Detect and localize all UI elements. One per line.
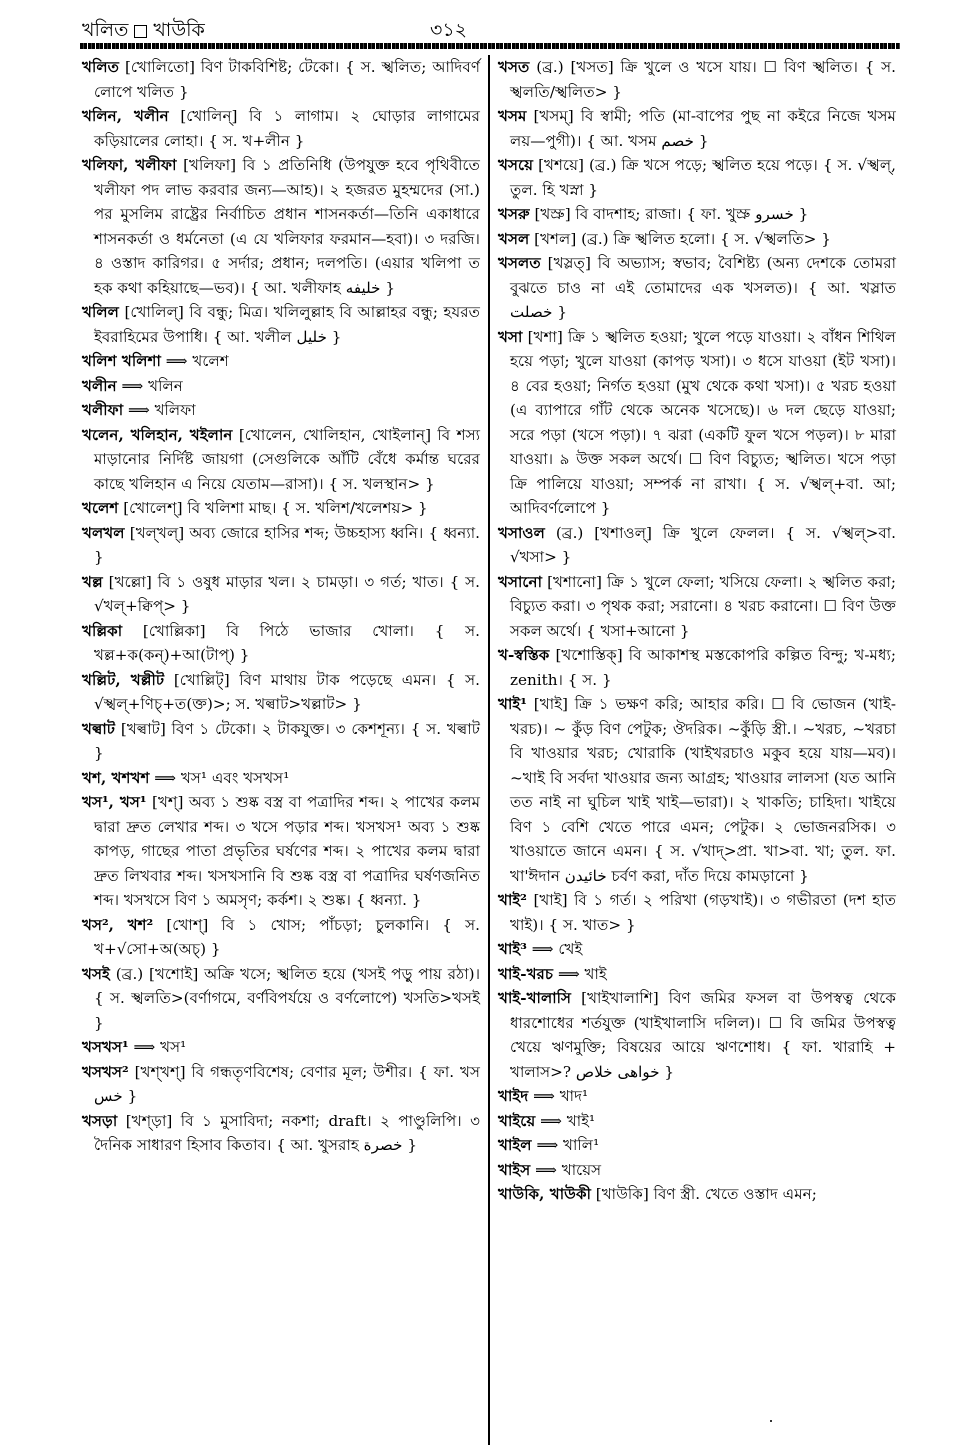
entry-headword: খলিত [82, 58, 120, 76]
guide-word-first: খলিত [82, 19, 129, 41]
entry-definition: ⟹ খলেশ [165, 352, 229, 370]
dictionary-entry [498, 202, 896, 227]
entry-definition: [খোশ্] বি ১ খোস; পাঁচড়া; চুলকানি। { স. খ+√সো+অ(অচ্) } [94, 915, 480, 958]
entry-headword: খাই² [498, 891, 527, 909]
entry-definition: ⟹ খায়েস [535, 1160, 602, 1179]
entry-headword: খল্ল [82, 572, 103, 591]
entry-headword: খাইয়ে [498, 1111, 536, 1130]
dictionary-entry [498, 570, 896, 644]
dictionary-entry [82, 619, 480, 668]
entry-definition: [খাইখালাশি] বিণ জমির ফসল বা উপস্বত্ব থেকে ধারশোধের শর্তযুক্ত (খাইখালাসি দলিল)। ☐ বি জমির উপস্বত্ব খেয়ে ঋণমুক্তি; বিষয়ের আয়ে ঋণশোধ। { ফা. খারাহি + খালাস>? خواهی خلاص } [510, 989, 897, 1081]
dictionary-entry [498, 1182, 896, 1207]
guide-separator-box-icon [134, 25, 147, 38]
dictionary-page [80, 0, 900, 1450]
entry-headword: খাইল [498, 1136, 532, 1154]
entry-headword: খল্লিট, খল্লীট [82, 670, 165, 689]
entry-definition: [খল্খল্] অব্য জোরে হাসির শব্দ; উচ্চহাস্য ধ্বনি। { ধ্বন্যা. } [94, 523, 481, 566]
dictionary-entry [498, 888, 896, 937]
left-column [82, 55, 480, 1158]
dictionary-entry [498, 643, 896, 692]
entry-definition: [খাউকি] বিণ স্ত্রী. খেতে ওস্তাদ এমন; [595, 1185, 817, 1203]
entry-definition: [খোলিতো] বিণ টাকবিশিষ্ট; টেকো। { স. স্খলিত; আদিবর্ণ লোপে খলিত } [94, 58, 480, 101]
entry-definition: [খোলিন্] বি ১ লাগাম। ২ ঘোড়ার লাগামের কড়িয়ালের লোহা। { স. খ+লীন } [94, 107, 480, 150]
entry-headword: খলিশ খলিশা [82, 352, 161, 370]
dictionary-entry [498, 986, 896, 1084]
entry-headword: খ-স্বস্তিক [498, 646, 550, 664]
dictionary-entry [82, 349, 480, 374]
dictionary-entry [498, 1158, 896, 1183]
scan-speck [770, 1420, 772, 1422]
entry-headword: খাই-খরচ [498, 964, 554, 983]
entry-headword: খসরু [498, 205, 530, 223]
entry-headword: খাই¹ [498, 695, 527, 713]
dictionary-entry [82, 766, 480, 791]
dictionary-entry [498, 1109, 896, 1134]
entry-definition: ⟹ খাই [557, 964, 607, 983]
dictionary-entry [498, 227, 896, 252]
entry-definition: ⟹ খালি¹ [536, 1136, 600, 1154]
dictionary-entry [82, 104, 480, 153]
dictionary-entry [498, 692, 896, 888]
entry-definition: [খাই] ক্রি ১ ভক্ষণ করি; আহার করি। ☐ বি ভোজন (খাই-খরচ)। ~ কুঁড় বিণ পেটুক; ঔদরিক। ~কুঁড়ি স্ত্রী.। ~খরচ, ~খরচা বি খাওয়ার খরচ; খোরাকি (খাইখরচাও মকুব হয়ে যায়—মব)। ~খাই বি সর্বদা খাওয়ার জন্য আগ্রহ; খাওয়ার লালসা (যত আনি তত নাই না ঘুচিল খাই খাই—ভারা)। ২ খাকতি; চাহিদা। খাইয়ে বিণ ১ বেশি খেতে পারে এমন; পেটুক। ২ ভোজনরসিক। ৩ খাওয়াতে জানে এমন। { স. √খাদ্>প্রা. খা>বা. খা; তুল. ফা. খা'ঈদান خائيدن চর্বণ করা, দাঁত দিয়ে কামড়ানো } [510, 695, 897, 885]
entry-headword: খাই³ [498, 940, 527, 958]
page-number: ৩১২ [430, 19, 468, 41]
entry-headword: খাইস [498, 1160, 531, 1179]
entry-headword: খাইদ [498, 1087, 529, 1105]
entry-headword: খলেশ [82, 499, 119, 517]
entry-headword: খাউকি, খাউকী [498, 1185, 591, 1203]
entry-definition: [খশ্খশ্] বি গন্ধতৃণবিশেষ; বেণার মূল; উশীর। { ফা. খস خس } [94, 1062, 480, 1105]
dictionary-entry [82, 962, 480, 1036]
entry-definition: ⟹ খস¹ [133, 1038, 187, 1056]
dictionary-entry [498, 521, 896, 570]
dictionary-entry [82, 1060, 480, 1109]
entry-headword: খসাওল [498, 523, 545, 542]
entry-definition: ⟹ খস¹ এবং খসখস¹ [154, 768, 290, 787]
dictionary-entry [498, 153, 896, 202]
dictionary-entry [498, 55, 896, 104]
guide-word-last: খাউকি [153, 19, 205, 41]
entry-headword: খলিন, খলীন [82, 107, 169, 125]
header-rule [80, 43, 900, 49]
entry-headword: খাই-খালাসি [498, 989, 572, 1007]
entry-definition: [খশ্ড়া] বি ১ মুসাবিদা; নকশা; draft। ২ পাণ্ডুলিপি। ৩ দৈনিক সাধারণ হিসাব কিতাব। { আ. খুসরাহ خصرة } [94, 1111, 480, 1154]
dictionary-entry [82, 398, 480, 423]
entry-definition: [খোল্লিট্] বিণ মাথায় টাক পড়েছে এমন। { স. √স্খল্+ণিচ্+ত(ক্ত)>; স. খল্বাট>খল্লাট> } [94, 670, 480, 713]
entry-definition: [খশানো] ক্রি ১ খুলে ফেলা; খসিয়ে ফেলা। ২ স্খলিত করা; বিচ্যুত করা। ৩ পৃথক করা; সরানো। ৪ খরচ করানো। ☐ বিণ উক্ত সকল অর্থে। { খসা+আনো } [510, 572, 897, 640]
entry-headword: খসই [82, 964, 110, 983]
dictionary-entry [82, 300, 480, 349]
running-head [80, 12, 900, 42]
dictionary-entry [82, 153, 480, 300]
entry-headword: খলিফা, খলীফা [82, 156, 177, 174]
entry-definition: [খসম্] বি স্বামী; পতি (মা-বাপের পুছ না কইরে নিজে খসম লয়—পুগী)। { আ. খসম خصم } [510, 107, 896, 150]
entry-headword: খসখস¹ [82, 1038, 129, 1056]
entry-headword: খসয়ে [498, 156, 534, 174]
entry-definition: [খশয়ে] (ব্র.) ক্রি খসে পড়ে; স্খলিত হয়ে পড়ে। { স. √স্খল্, তুল. হি খস্না } [510, 156, 896, 199]
entry-definition: [খলিফা] বি ১ প্রতিনিধি (উপযুক্ত হবে পৃথিবীতে খলীফা পদ লাভ করবার জন্য—আহ)। ২ হজরত মুহম্মদের (সা.) পর মুসলিম রাষ্ট্রের নির্বাচিত প্রধান শাসনকর্তা—তিনি একাধারে শাসনকর্তা ও ধর্মনেতা (এ যে খলিফার ফরমান—হবা)। ৩ দরজি। ৪ ওস্তাদ কারিগর। ৫ সর্দার; প্রধান; দলপতি। (এয়ার খলিপা ত হক কথা কহিয়াছে—ভব)। { আ. খলীফাহ خليفه } [94, 156, 481, 297]
column-divider [488, 55, 490, 1445]
entry-definition: [খশোস্তিক্] বি আকাশস্থ মস্তকোপরি কল্পিত বিন্দু; খ-মধ্য; zenith। { স. } [510, 646, 896, 689]
dictionary-entry [82, 913, 480, 962]
entry-definition: [খস্লত্] বি অভ্যাস; স্বভাব; বৈশিষ্ট্য (অন্য দেশকে তোমরা বুঝতে চাও না এই তোমাদের এক খসলত)। { আ. খস্লাত خصلت } [510, 254, 897, 321]
entry-definition: [খোলিল্] বি বন্ধু; মিত্র। খলিলুল্লাহ বি আল্লাহর বন্ধু; হযরত ইবরাহিমের উপাধি। { আ. খলীল خليل } [94, 303, 480, 346]
dictionary-entry [82, 1109, 480, 1158]
dictionary-entry [82, 570, 480, 619]
dictionary-entry [82, 55, 480, 104]
entry-headword: খস¹, খস¹ [82, 793, 147, 811]
entry-definition: [খশ্] অব্য ১ শুষ্ক বস্ত্র বা পত্রাদির শব্দ। ২ পাখের কলম দ্বারা দ্রুত লেখার শব্দ। ৩ খসে পড়ার শব্দ। খসখস¹ অব্য ১ শুষ্ক কাপড়, গাছের পাতা প্রভৃতির ঘর্ষণের শব্দ। ২ পাখের কলম দ্বারা দ্রুত লিখবার শব্দ। খসখসানি বি শুষ্ক বস্ত্র বা পত্রাদির ঘর্ষণজনিত শব্দ। খসখসে বিণ ১ অমসৃণ; কর্কশ। ২ শুষ্ক। { ধ্বন্যা. } [94, 793, 481, 909]
dictionary-entry [82, 717, 480, 766]
entry-headword: খসখস² [82, 1062, 129, 1081]
right-column [498, 55, 896, 1207]
dictionary-entry [498, 962, 896, 987]
entry-definition: [খল্লো] বি ১ ওষুধ মাড়ার খল। ২ চামড়া। ৩ গর্ত; খাত। { স. √খল্+ক্বিপ্> } [94, 572, 480, 615]
entry-headword: খসড়া [82, 1111, 118, 1130]
dictionary-entry [498, 1084, 896, 1109]
entry-headword: খসত [498, 58, 530, 76]
entry-headword: খসম [498, 107, 527, 125]
dictionary-entry [498, 1133, 896, 1158]
dictionary-entry [82, 496, 480, 521]
entry-headword: খলীফা [82, 401, 124, 419]
dictionary-entry [498, 937, 896, 962]
entry-headword: খলীন [82, 376, 117, 395]
entry-headword: খলিল [82, 303, 119, 321]
dictionary-entry [498, 325, 896, 521]
entry-definition: ⟹ খলিন [121, 376, 183, 395]
entry-definition: (ব্র.) [খশাওল্] ক্রি খুলে ফেলল। { স. √স্খল্>বা. √খসা> } [510, 523, 897, 566]
dictionary-entry [498, 104, 896, 153]
entry-definition: [খল্বাট] বিণ ১ টেকো। ২ টাকযুক্ত। ৩ কেশশূন্য। { স. খল্বাট } [94, 719, 481, 762]
entry-definition: [খস্রু] বি বাদশাহ; রাজা। { ফা. খুস্রু خسرو } [534, 205, 809, 223]
entry-definition: [খশা] ক্রি ১ স্খলিত হওয়া; খুলে পড়ে যাওয়া। ২ বাঁধন শিথিল হয়ে পড়া; খুলে যাওয়া (কাপড় খসা)। ৩ ধসে যাওয়া (ইট খসা)। ৪ বের হওয়া; নির্গত হওয়া (মুখ থেকে কথা খসা)। ৫ খরচ হওয়া (এ ব্যাপারে গাঁট থেকে অনেক খসেছে)। ৬ দল ছেড়ে যাওয়া; সরে পড়া (খসে পড়া)। ৭ ঝরা (একটি ফুল খসে পড়ল)। ৮ মারা যাওয়া। ৯ উক্ত সকল অর্থে। ☐ বিণ বিচ্যুত; স্খলিত। খসে পড়া ক্রি পালিয়ে যাওয়া; সম্পর্ক না রাখা। { স. √স্খল্+বা. আ; আদিবর্ণলোপে } [510, 327, 897, 517]
entry-headword: খলেন, খলিহান, খইলান [82, 425, 233, 444]
dictionary-entry [82, 668, 480, 717]
entry-definition: [খোল্লিকা] বি পিঠে ভাজার খোলা। { স. খল্ল+ক(কন্)+আ(টাপ্) } [94, 621, 480, 664]
entry-definition: ⟹ খাদ¹ [533, 1087, 589, 1105]
dictionary-entry [498, 251, 896, 325]
entry-definition: [খোলেশ্] বি খলিশা মাছ। { স. খলিশ/খলেশয়> } [123, 499, 428, 517]
entry-definition: ⟹ খেই [531, 940, 583, 958]
entry-definition: (ব্র.) [খশোই] অক্রি খসে; স্খলিত হয়ে (খসই পড়ু পায় রঠা)। { স. স্খলতি>(বর্ণাগমে, বর্ণবিপর্যয়ে ও বর্ণলোপে) খসতি>খসই } [94, 964, 480, 1032]
entry-headword: খসলত [498, 254, 541, 272]
dictionary-entry [82, 423, 480, 497]
entry-headword: খল্লিকা [82, 621, 123, 640]
dictionary-entry [82, 1035, 480, 1060]
entry-definition: [খোলেন, খোলিহান, খোইলান্] বি শস্য মাড়ানোর নির্দিষ্ট জায়গা (সেগুলিকে আঁটি বেঁধে কর্মান্ত ঘরের কাছে খলিহান এ নিয়ে যেতাম—রাসা)। { স. খলস্থান> } [94, 425, 481, 493]
entry-headword: খল্বাট [82, 719, 116, 738]
entry-definition: (ব্র.) [খসত] ক্রি খুলে ও খসে যায়। ☐ বিণ স্খলিত। { স. স্খলতি/স্খলিত> } [510, 58, 897, 101]
entry-definition: [খশল] (ব্র.) ক্রি স্খলিত হলো। { স. √স্খলতি> } [534, 229, 831, 248]
dictionary-entry [82, 521, 480, 570]
entry-definition: ⟹ খাই¹ [540, 1111, 596, 1130]
entry-headword: খলখল [82, 523, 125, 542]
dictionary-entry [82, 790, 480, 913]
entry-headword: খশ, খশখশ [82, 768, 150, 787]
entry-headword: খসানো [498, 572, 542, 591]
entry-headword: খসা [498, 327, 523, 346]
entry-headword: খস², খশ² [82, 915, 154, 934]
entry-definition: [খাই] বি ১ গর্ত। ২ পরিখা (গড়খাই)। ৩ গভীরতা (দশ হাত খাই)। { স. খাত> } [510, 891, 896, 934]
dictionary-entry [82, 374, 480, 399]
entry-headword: খসল [498, 229, 530, 248]
entry-definition: ⟹ খলিফা [127, 401, 196, 419]
